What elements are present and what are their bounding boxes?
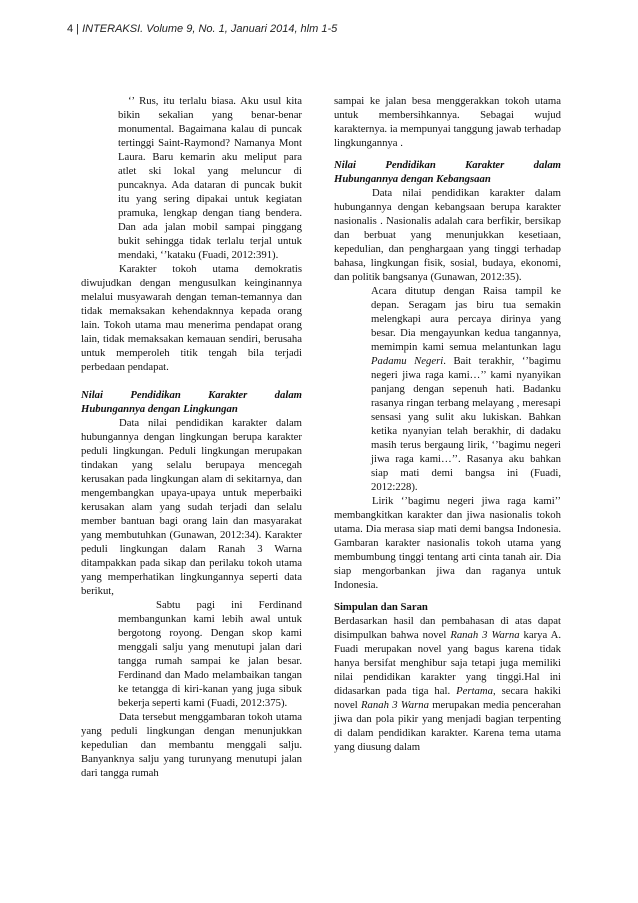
text: merupakan media pencerahan jiwa dan pola pikir yang menjadi bagian terpenting di dalam pendidikan karakter. Karena tema utama yang diusung dalam <box>334 699 562 753</box>
section-heading-line2: Hubungannya dengan Lingkungan <box>81 403 238 415</box>
journal-citation: INTERAKSI. Volume 9, No. 1, Januari 2014, hlm 1-5 <box>79 23 338 35</box>
paragraph: Data nilai pendidikan karakter dalam hubungannya dengan kebangsaan berupa karakter nasionalis . Nasionalis adalah cara berfikir, bersikap dan berbuat yang menunjukkan kesetiaan, kepedulian, dan penghargaan yang tinggi terhadap bahasa, lingkungan fisik, sosial, budaya, ekonomi, dan politik bangsanya (Gunawan, 2012:35). <box>334 187 561 283</box>
page-header <box>67 23 337 35</box>
section-heading-line2: Hubungannya dengan Kebangsaan <box>334 173 491 185</box>
paragraph <box>334 614 561 754</box>
text: Berdasarkan hasil dan pembahasan di atas dapat disimpulkan bahwa novel <box>334 615 561 641</box>
section-heading: Nilai Pendidikan Karakter dalam <box>334 159 561 171</box>
paragraph: Lirik ‘’bagimu negeri jiwa raga kami’’ membangkitkan karakter dan jiwa nasionalis tokoh utama. Dia merasa siap mati demi bangsa Indonesia. Gambaran karakter nasionalis tokoh utama yang membumbung tinggi tentang arti cinta tanah air. Dia siap mengorbankan jiwa dan raganya untuk Indonesia. <box>334 495 561 591</box>
paragraph: Data tersebut menggambaran tokoh utama yang peduli lingkungan dengan menunjukkan kepedulian dan membantu menggali salju. Banyanknya salju yang turunyang menutupi jalan dari tangga rumah <box>81 711 302 779</box>
quote-text: ‘’ Rus, itu terlalu biasa. Aku usul kita bikin sekalian yang benar-benar monumental. Bagaimana kalau di puncak tertinggi Saint-Raymond? Namanya Mont Laura. Baru kemarin aku meliput para atlet ski lokal yang meluncur di puncaknya. Ada dataran di puncak bukit itu yang sering dipakai untuk kegiatan pramuka, lengkap dengan tiang bendera. Dan ada jalan mobil sampai pinggang bukit sehingga tidak terlalu terjal untuk mendaki, ‘’kataku (Fuadi, 2012:391). <box>118 95 302 261</box>
paragraph: Karakter tokoh utama demokratis diwujudkan dengan mengusulkan keinginannya melalui musyawarah dengan teman-temannya dan tidak memaksakan kehendaknnya kepada orang lain. Tokoh utama mau menerima pendapat orang lain, tidak memaksakan kemauan sendiri, berusaha untuk memperoleh titik tengah bila terjadi perbedaan pendapat. <box>81 263 302 373</box>
quote-block <box>118 94 302 262</box>
left-column <box>81 94 302 780</box>
quote-block: Sabtu pagi ini Ferdinand membangunkan kami lebih awal untuk bergotong royong. Dengan skop kami menggali salju yang menutupi jalan dari tangga rumah sampai ke jalan besar. Ferdinand dan Mado melambaikan tangan ke tetangga di kiri-kanan yang juga sibuk bekerja seperti kami (Fuadi, 2012:375). <box>118 599 302 709</box>
text: , secara hakiki novel <box>334 685 561 711</box>
text-italic: Pertama <box>456 685 493 697</box>
right-column <box>334 94 561 754</box>
section-heading: Nilai Pendidikan Karakter dalam <box>81 389 302 401</box>
paragraph: Data nilai pendidikan karakter dalam hubungannya dengan lingkungan berupa karakter peduli lingkungan. Peduli lingkungan merupakan tindakan yang selalu berupaya mencegah kerusakan pada lingkungan alam di sekitarnya, dan mengembangkan upaya-upaya untuk meperbaiki kerusakan alam yang sudah terjadi dan selalu member bantuan bagi orang lain dan masyarakat yang membutuhkan (Gunawan, 2012:34). Karakter peduli lingkungan dalam Ranah 3 Warna ditampakkan pada sikap dan perilaku tokoh utama yang memperhatikan lingkungannya seperti data berikut, <box>81 417 302 597</box>
page-number: 4 | <box>67 23 80 35</box>
quote-text: . Bait terakhir, ‘’bagimu negeri jiwa raga kami…’’ kami nyanyikan panjang dengan sepenuh hati. Badanku rasanya ringan terbang melayang , meresapi sensasi yang sulit aku lukiskan. Bahkan ketika nyanyian telah berakhir, di dadaku masih terus bergaung lirik, ‘’bagimu negeri jiwa raga kami…’’. Rasanya aku bahkan siap mati demi bangsa ini (Fuadi, 2012:228). <box>371 355 561 493</box>
quote-block <box>371 284 561 494</box>
quote-text: Acara ditutup dengan Raisa tampil ke depan. Seragam jas biru tua semakin melengkapi aura percaya dirinya yang besar. Dia mengayunkan kedua tangannya, memimpin kami semua melantunkan lagu <box>371 285 561 353</box>
text: karya A. Fuadi merupakan novel yang bagus karena tidak hanya bersifat menghibur saja tetapi juga memiliki nilai pendidikan karakter yang tinggi.Hal ini didasarkan pada tiga hal. <box>334 629 561 697</box>
novel-title: Ranah 3 Warna <box>450 629 520 641</box>
paragraph: sampai ke jalan besa menggerakkan tokoh utama untuk membersihkannya. Sebagai wujud karakternya. ia mempunyai tanggung jawab terhadap lingkungannya . <box>334 95 561 149</box>
section-heading: Simpulan dan Saran <box>334 601 428 613</box>
novel-title: Ranah 3 Warna <box>361 699 429 711</box>
song-title: Padamu Negeri <box>371 355 444 367</box>
